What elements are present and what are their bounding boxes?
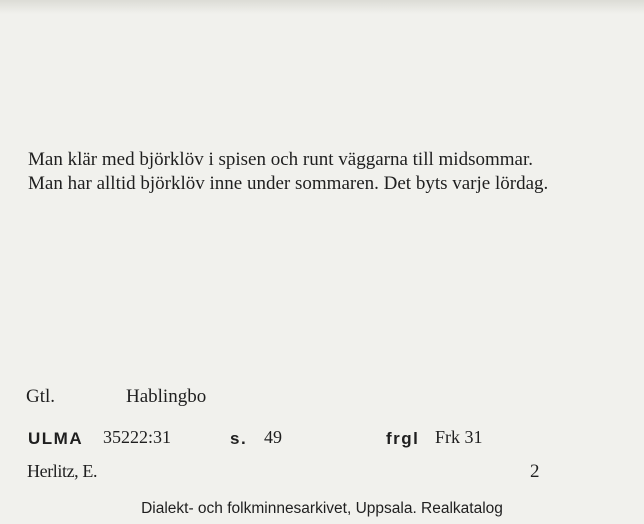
ulma-value: 35222:31 xyxy=(103,427,172,447)
card-body-text xyxy=(28,148,618,196)
frgl-label: frgl xyxy=(386,429,420,448)
locality-row xyxy=(0,386,644,412)
locality-value: Hablingbo xyxy=(126,386,207,407)
paragraph-sommaren: Man har alltid björklöv inne under sommaren. Det byts varje lördag. xyxy=(28,173,549,194)
card-number: 2 xyxy=(530,461,540,482)
archive-footer: Dialekt- och folkminnesarkivet, Uppsala. Realkatalog xyxy=(141,500,503,517)
locality-label: Gtl. xyxy=(26,386,56,407)
scan-edge-shadow xyxy=(0,0,644,14)
recorder-row xyxy=(0,461,644,487)
recorder-name: Herlitz, E. xyxy=(27,461,98,481)
ulma-label: ULMA xyxy=(28,429,84,448)
frgl-value: Frk 31 xyxy=(435,427,483,447)
page-label: s. xyxy=(230,429,248,448)
archive-row xyxy=(0,427,644,453)
paragraph-midsommar: Man klär med björklöv i spisen och runt väggarna till midsommar. xyxy=(28,149,533,170)
page-value: 49 xyxy=(264,427,282,447)
